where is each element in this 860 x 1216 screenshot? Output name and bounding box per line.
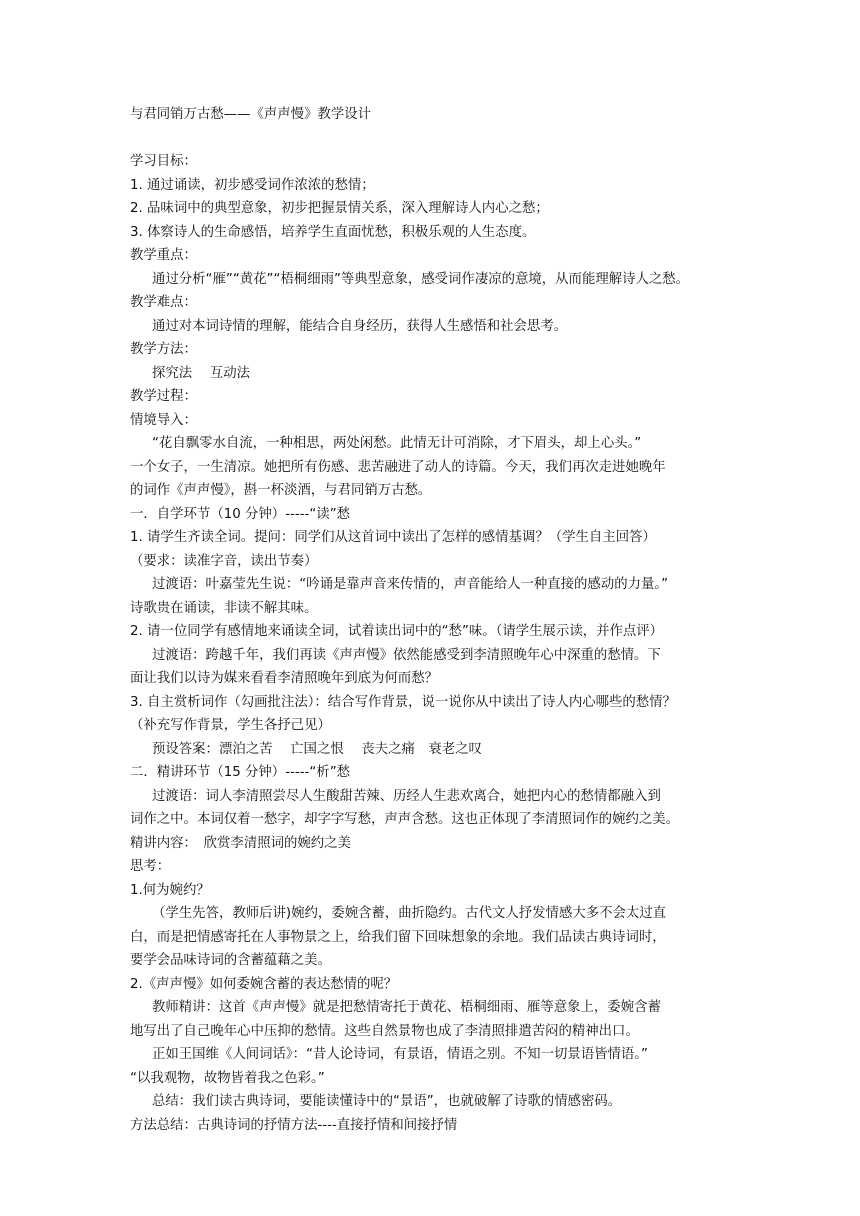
- transition-line: 过渡语：叶嘉莹先生说：“吟诵是靠声音来传情的，声音能给人一种直接的感动的力量。”: [152, 577, 669, 592]
- document-title: 与君同销万古愁——《声声慢》教学设计: [130, 107, 372, 122]
- question-line: 2. 请一位同学有感情地来诵读全词，试着读出词中的“愁”味。（请学生展示读，并作点评）: [130, 624, 664, 639]
- intro-heading: 情境导入：: [130, 412, 197, 428]
- question-line: （要求：读准字音，读出节奏）: [130, 553, 318, 569]
- method-summary: 方法总结：古典诗词的抒情方法----直接抒情和间接抒情: [130, 1117, 458, 1133]
- preset-answer: 预设答案：漂泊之苦 亡国之恨 丧夫之痛 衰老之叹: [152, 741, 482, 757]
- answer-line: （学生先答，教师后讲)婉约，委婉含蓄，曲折隐约。古代文人抒发情感大多不会太过直: [152, 906, 667, 921]
- intro-quote: “花自飘零水自流，一种相思，两处闲愁。此情无计可消除，才下眉头，却上心头。”: [152, 436, 642, 451]
- think-heading: 思考：: [130, 859, 171, 874]
- document-page: [130, 103, 735, 1137]
- question-line: 3. 自主赏析词作（勾画批注法）：结合写作背景，说一说你从中读出了诗人内心哪些的愁情？: [130, 694, 676, 710]
- difficulty-heading: 教学难点：: [130, 295, 197, 310]
- quote-line: “以我观物，故物皆着我之色彩。”: [130, 1070, 325, 1086]
- quote-line: 正如王国维《人间词话》：“昔人论诗词，有景语，情语之别。不知一切景语皆情语。”: [152, 1047, 648, 1062]
- intro-paragraph-line: 一个女子，一生清凉。她把所有伤感、悲苦融进了动人的诗篇。今天，我们再次走进她晚年: [130, 459, 666, 475]
- question-line: 2.《声声慢》如何委婉含蓄的表达愁情的呢？: [130, 976, 398, 992]
- key-point-heading: 教学重点：: [130, 248, 197, 263]
- blank-line: [130, 127, 735, 151]
- answer-line: 地写出了自己晚年心中压抑的愁情。这些自然景物也成了李清照排遣苦闷的精神出口。: [130, 1023, 639, 1039]
- process-heading: 教学过程：: [130, 389, 197, 404]
- objective-item: 3. 体察诗人的生命感悟，培养学生直面忧愁，积极乐观的人生态度。: [130, 224, 536, 240]
- methods-text: 探究法 互动法: [152, 365, 250, 381]
- objective-item: 1. 通过诵读，初步感受词作浓浓的愁情；: [130, 177, 375, 193]
- objective-item: 2. 品味词中的典型意象，初步把握景情关系，深入理解诗人内心之愁；: [130, 201, 549, 216]
- difficulty-text: 通过对本词诗情的理解，能结合自身经历，获得人生感悟和社会思考。: [152, 318, 568, 334]
- transition-line: 面让我们以诗为媒来看看李清照晚年到底为何而愁？: [130, 671, 438, 686]
- answer-line: 教师精讲：这首《声声慢》就是把愁情寄托于黄花、梧桐细雨、雁等意象上，委婉含蓄: [152, 1000, 661, 1015]
- question-line: 1.何为婉约？: [130, 882, 210, 898]
- objectives-heading: 学习目标：: [130, 154, 197, 169]
- question-line: （补充写作背景，学生各抒己见）: [130, 718, 331, 733]
- intro-paragraph-line: 的词作《声声慢》，斟一杯淡酒，与君同销万古愁。: [130, 483, 432, 498]
- transition-line: 诗歌贵在诵读，非读不解其味。: [130, 600, 318, 616]
- key-point-text: 通过分析“雁”“黄花”“梧桐细雨”等典型意象，感受词作凄凉的意境，从而能理解诗人之愁。: [152, 271, 690, 287]
- transition-line: 过渡语：跨越千年，我们再读《声声慢》依然能感受到李清照晚年心中深重的愁情。下: [152, 647, 661, 663]
- section-heading: 一．自学环节（10 分钟）-----“读”愁: [130, 506, 351, 522]
- summary-line: 总结：我们读古典诗词，要能读懂诗中的“景语”，也就破解了诗歌的情感密码。: [152, 1094, 622, 1109]
- transition-line: 词作之中。本词仅着一愁字，却字字写愁，声声含愁。这也正体现了李清照词作的婉约之美。: [130, 812, 680, 827]
- transition-line: 过渡语：词人李清照尝尽人生酸甜苦辣、历经人生悲欢离合，她把内心的愁情都融入到: [152, 788, 661, 804]
- section-heading: 二．精讲环节（15 分钟）-----“析”愁: [130, 765, 351, 780]
- answer-line: 白，而是把情感寄托在人事物景之上，给我们留下回味想象的余地。我们品读古典诗词时，: [130, 929, 666, 945]
- lecture-content: 精讲内容： 欣赏李清照词的婉约之美: [130, 835, 351, 851]
- answer-line: 要学会品味诗词的含蓄蕴藉之美。: [130, 953, 331, 968]
- methods-heading: 教学方法：: [130, 342, 197, 357]
- question-line: 1. 请学生齐读全词。提问：同学们从这首词中读出了怎样的感情基调？（学生自主回答）: [130, 530, 656, 545]
